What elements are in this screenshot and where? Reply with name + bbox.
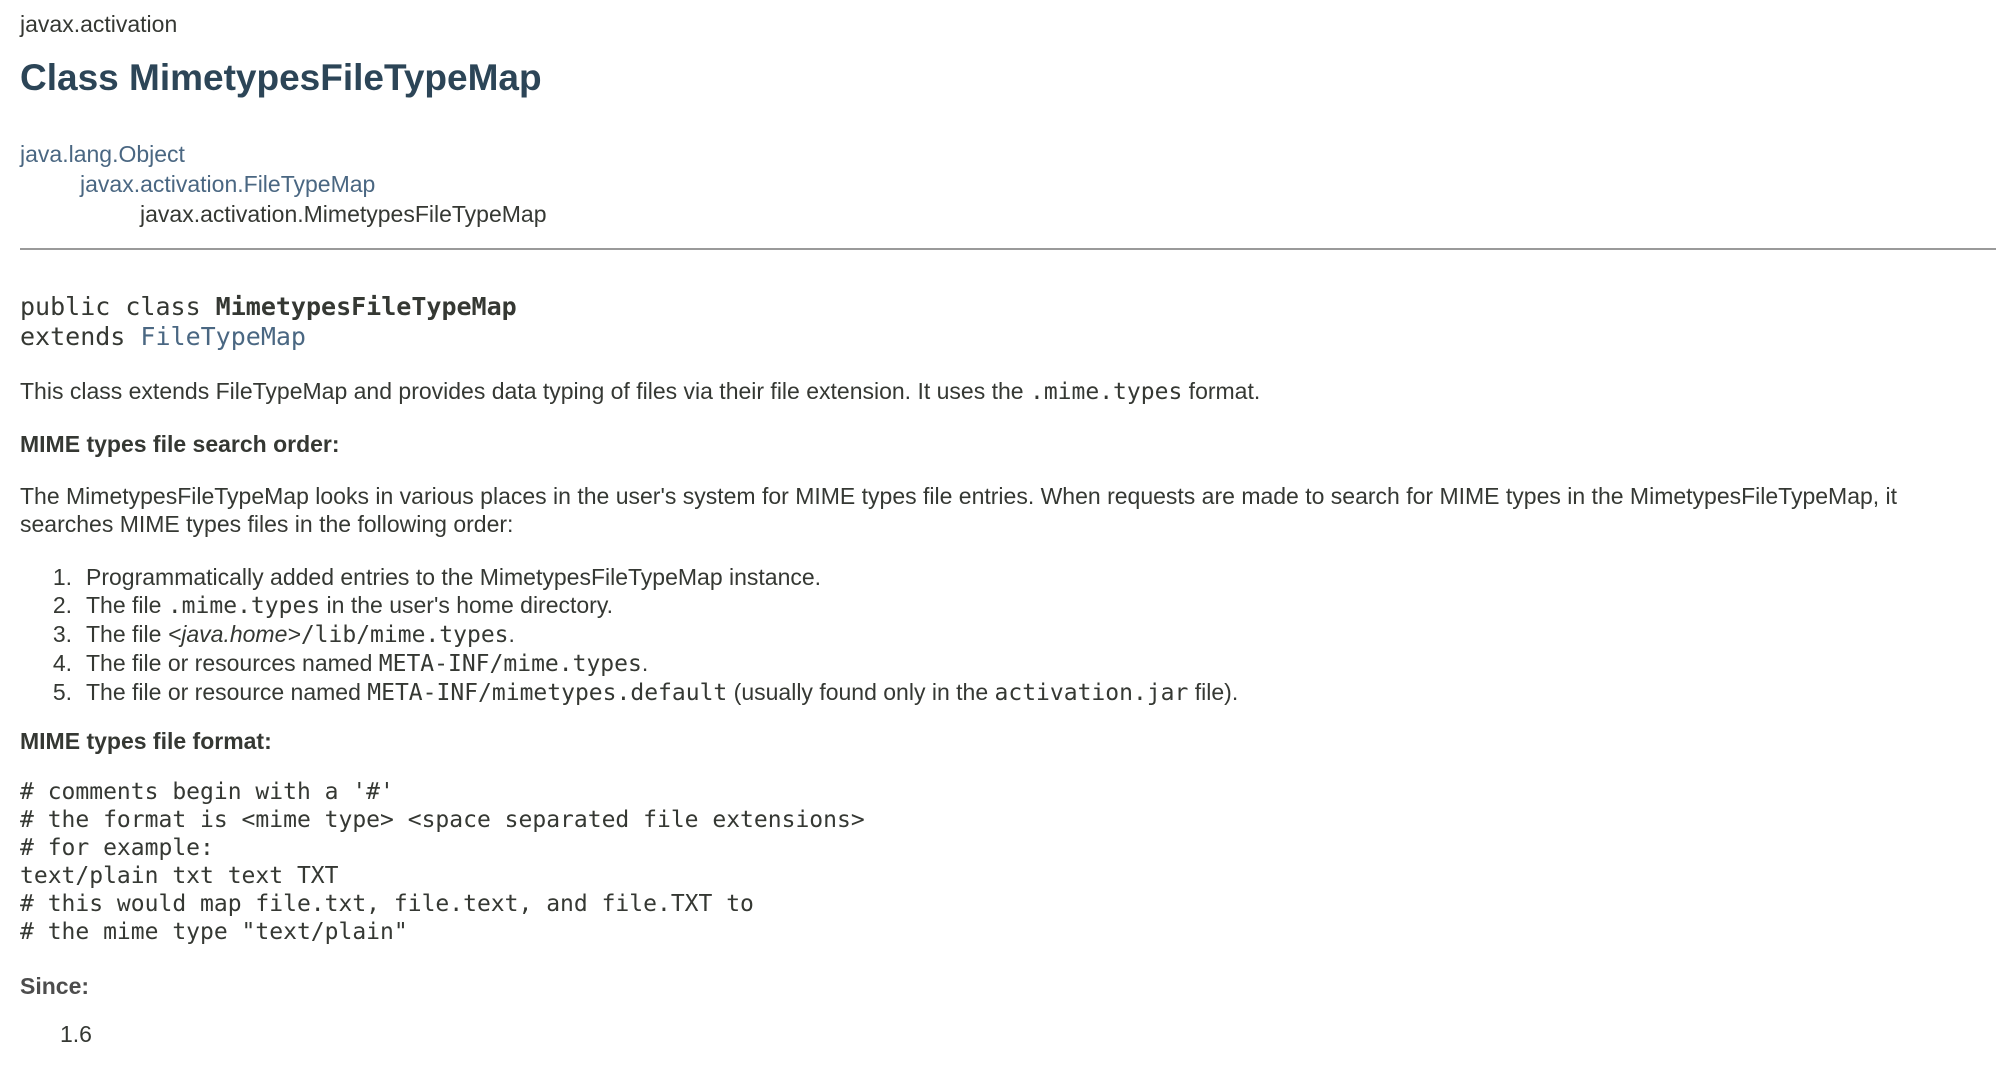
list-number: 4. [52, 650, 72, 676]
since-label: Since: [20, 973, 90, 999]
list-text: Programmatically added entries to the MimetypesFileTypeMap instance. [86, 564, 822, 590]
list-text: The file [86, 621, 168, 647]
list-text-mid: (usually found only in the [727, 679, 995, 705]
search-order-heading: MIME types file search order: [20, 431, 340, 457]
list-number: 3. [52, 621, 72, 647]
list-number: 1. [52, 564, 72, 590]
class-title: Class MimetypesFileTypeMap [20, 57, 542, 98]
package-label: javax.activation [20, 11, 178, 37]
since-value: 1.6 [60, 1021, 92, 1047]
list-text: The file or resources named [86, 650, 379, 676]
list-code: .mime.types [167, 593, 321, 619]
list-text-end: . [641, 650, 649, 676]
list-item [20, 591, 1238, 620]
list-code-2: activation.jar [994, 680, 1189, 706]
class-signature [20, 292, 517, 352]
list-text-end: in the user's home directory. [320, 592, 614, 618]
inheritance-parent-link[interactable]: javax.activation.FileTypeMap [80, 171, 376, 197]
list-code: /lib/mime.types [300, 622, 509, 648]
inheritance-self: javax.activation.MimetypesFileTypeMap [140, 201, 547, 227]
list-item [20, 620, 1238, 649]
list-text: The file or resource named [86, 679, 368, 705]
divider [20, 248, 1996, 250]
list-number: 2. [52, 592, 72, 618]
list-italic: <java.home> [167, 621, 301, 647]
list-text-end: . [508, 621, 515, 647]
list-text: The file [86, 592, 168, 618]
search-order-paragraph: The MimetypesFileTypeMap looks in various places in the user's system for MIME types file entries. When requests are made to search for MIME types in the MimetypesFileTypeMap, it searches MIME types files in the following order: [20, 483, 1898, 537]
file-format-heading: MIME types file format: [20, 728, 272, 754]
list-text-end: file). [1188, 679, 1239, 705]
inheritance-tree [20, 139, 547, 229]
list-number: 5. [52, 679, 72, 705]
intro-text-end: format. [1182, 378, 1261, 404]
inheritance-root-link[interactable]: java.lang.Object [20, 141, 185, 167]
signature-modifiers: public class [20, 292, 216, 321]
list-item [20, 563, 1238, 591]
file-format-code-block: # comments begin with a '#' # the format is <mime type> <space separated file extensions> # for example: text/plain txt text TXT # this would map file.txt, file.text, and file.TXT to # the mime type "text/plain" [20, 779, 865, 945]
list-item [20, 678, 1238, 707]
signature-class-name: MimetypesFileTypeMap [215, 292, 517, 321]
intro-code: .mime.types [1029, 379, 1183, 405]
list-item [20, 649, 1238, 678]
signature-extends-keyword: extends [20, 322, 141, 351]
signature-extends-link[interactable]: FileTypeMap [140, 322, 306, 351]
search-order-list [20, 563, 1238, 707]
list-code: META-INF/mime.types [378, 651, 642, 677]
intro-paragraph [20, 377, 1260, 406]
intro-text: This class extends FileTypeMap and provides data typing of files via their file extension. It uses the [20, 378, 1030, 404]
list-code: META-INF/mimetypes.default [367, 680, 728, 706]
